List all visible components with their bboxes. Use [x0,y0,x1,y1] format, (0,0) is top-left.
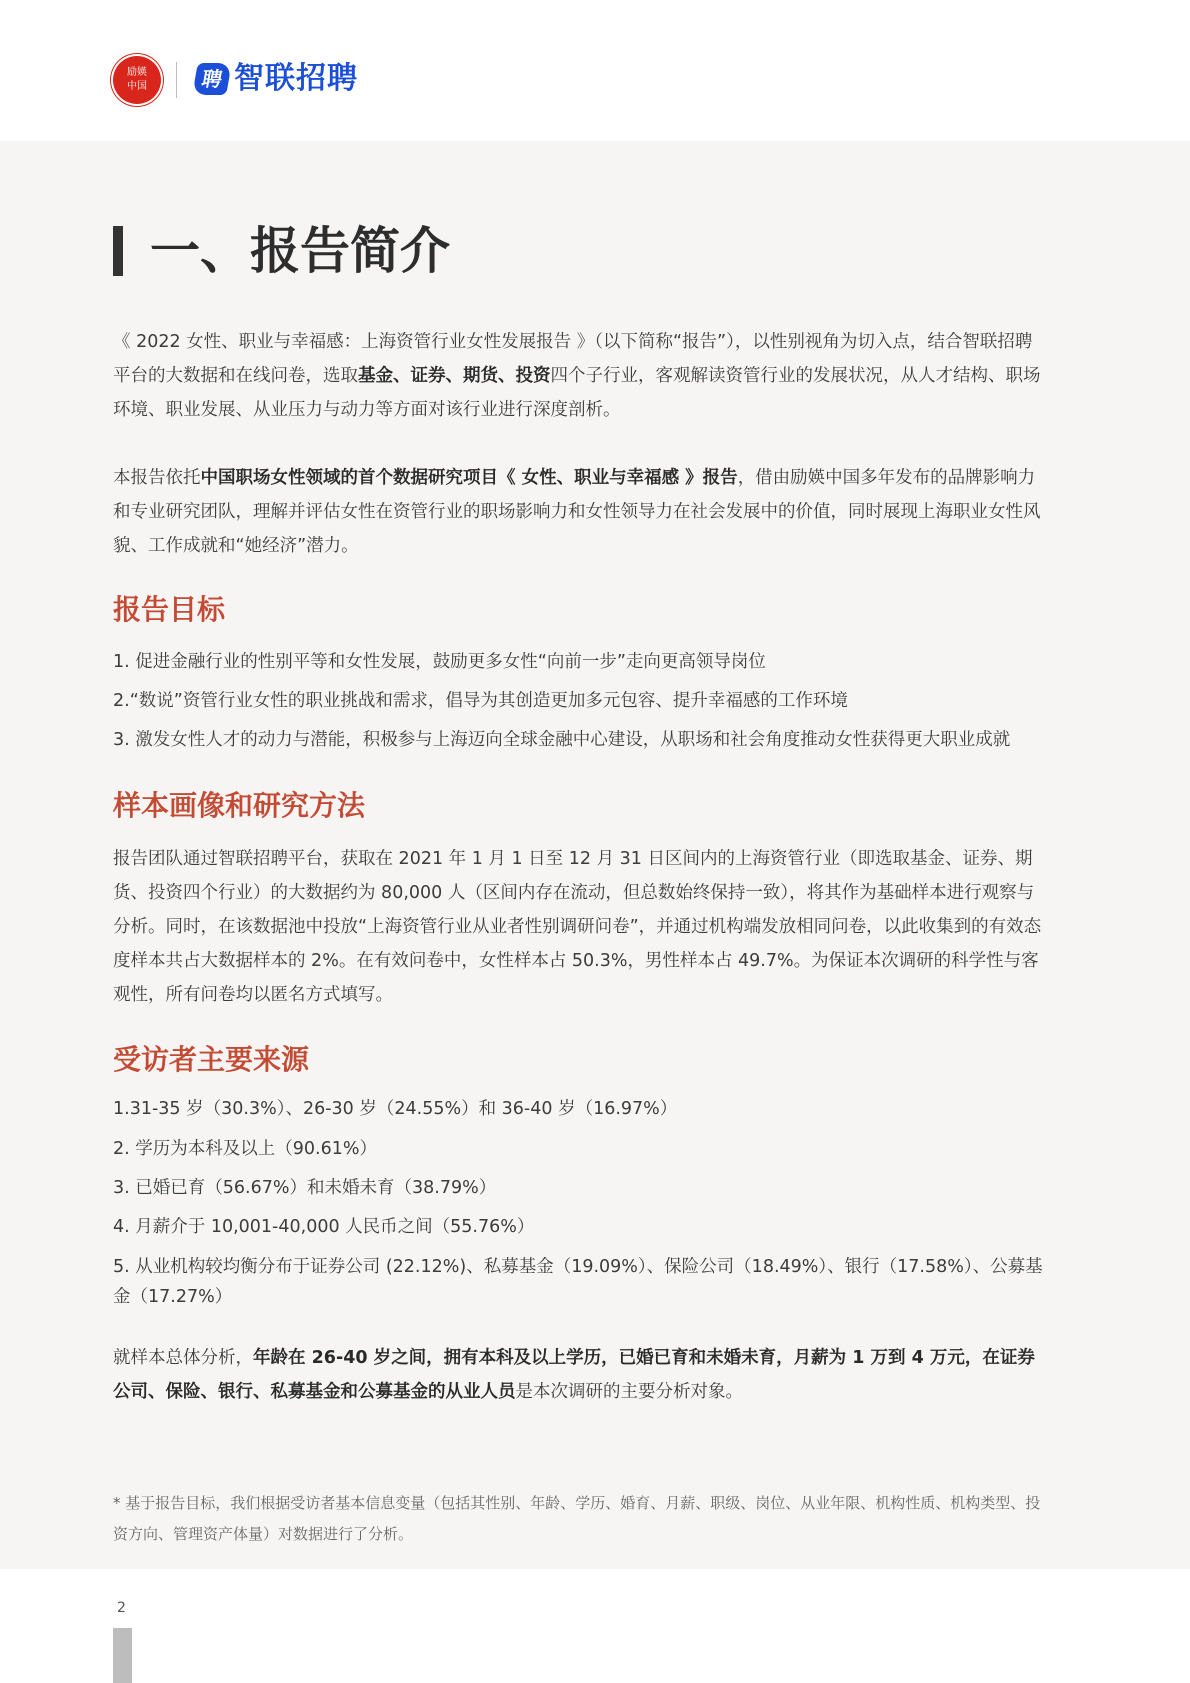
seal-text-line1: 励媖 [127,67,147,78]
source-item-5: 5. 从业机构较均衡分布于证券公司 (22.12%)、私募基金（19.09%）、保险公司（18.49%）、银行（17.58%）、公募基金（17.27%） [113,1257,1043,1307]
text-run: 本报告依托 [113,468,201,488]
sources-heading: 受访者主要来源 [113,1043,310,1076]
title-accent-bar [113,226,123,276]
page-marker-bar [113,1628,132,1683]
source-item-2: 2. 学历为本科及以上（90.61%） [113,1139,377,1159]
seal-text-line2: 中国 [127,81,147,92]
brand-mark-glyph: 聘 [199,67,225,91]
zhaopin-brand-name: 智联招聘 [234,61,358,96]
bold-text-run: 年龄在 26-40 岁之间，拥有本科及以上学历，已婚已育和未婚未育，月薪为 1 万到 4 万元，在证券公司、保险、银行、私募基金和公募基金的从业人员 [113,1348,1035,1402]
lean-in-china-seal-logo [113,56,161,104]
bold-text-run: 基金、证券、期货、投资 [358,366,551,386]
page-header [0,0,1190,141]
footnote: * 基于报告目标，我们根据受访者基本信息变量（包括其性别、年龄、学历、婚育、月薪、职级、岗位、从业年限、机构性质、机构类型、投资方向、管理资产体量）对数据进行了分析。 [113,1494,1041,1543]
goals-heading: 报告目标 [113,593,226,626]
page-number: 2 [117,1600,126,1616]
zhaopin-logo-mark [192,63,232,95]
text-run: 是本次调研的主要分析对象。 [515,1382,743,1402]
text-run: 就样本总体分析， [113,1348,253,1368]
intro-paragraph-1 [113,325,1049,427]
page-title: 一、报告简介 [150,222,450,280]
method-heading: 样本画像和研究方法 [113,789,366,822]
method-paragraph: 报告团队通过智联招聘平台，获取在 2021 年 1 月 1 日至 12 月 31 日区间内的上海资管行业（即选取基金、证券、期货、投资四个行业）的大数据约为 80,000 人（区间内存在流动，但总数始终保持一致），将其作为基础样本进行观察与分析。同时，在该数据池中投放“上海资管行业从业者性别调研问卷”，并通过机构端发放相同问卷，以此收集到的有效态度样本共占大数据样本的 2%。在有效问卷中，女性样本占 50.3%，男性样本占 49.7%。为保证本次调研的科学性与客观性，所有问卷均以匿名方式填写。 [113,849,1042,1005]
goal-item-1: 1. 促进金融行业的性别平等和女性发展，鼓励更多女性“向前一步”走向更高领导岗位 [113,652,766,672]
logo-divider [176,62,177,98]
text-run: ，借由励媖中国多年发布的品牌影响力和专业研究团队，理解并评估女性在资管行业的职场影响力和女性领导力在社会发展中的价值，同时展现上海职业女性风貌、工作成就和“她经济”潜力。 [113,468,1041,556]
source-item-4: 4. 月薪介于 10,001-40,000 人民币之间（55.76%） [113,1217,535,1237]
source-item-3: 3. 已婚已育（56.67%）和未婚未育（38.79%） [113,1178,497,1198]
intro-paragraph-2 [113,461,1049,563]
goal-item-2: 2.“数说”资管行业女性的职业挑战和需求，倡导为其创造更加多元包容、提升幸福感的工作环境 [113,691,848,711]
source-item-1: 1.31-35 岁（30.3%）、26-30 岁（24.55%）和 36-40 岁（16.97%） [113,1099,678,1119]
text-run: 四个子行业，客观解读资管行业的发展状况，从人才结构、职场环境、职业发展、从业压力与动力等方面对该行业进行深度剖析。 [113,366,1041,420]
summary-paragraph [113,1341,1049,1409]
bold-text-run: 中国职场女性领域的首个数据研究项目《 女性、职业与幸福感 》报告 [200,468,738,488]
goal-item-3: 3. 激发女性人才的动力与潜能，积极参与上海迈向全球金融中心建设，从职场和社会角度推动女性获得更大职业成就 [113,730,1011,750]
text-run: 《 2022 女性、职业与幸福感：上海资管行业女性发展报告 》（以下简称“报告”），以性别视角为切入点，结合智联招聘平台的大数据和在线问卷，选取 [113,332,1033,386]
